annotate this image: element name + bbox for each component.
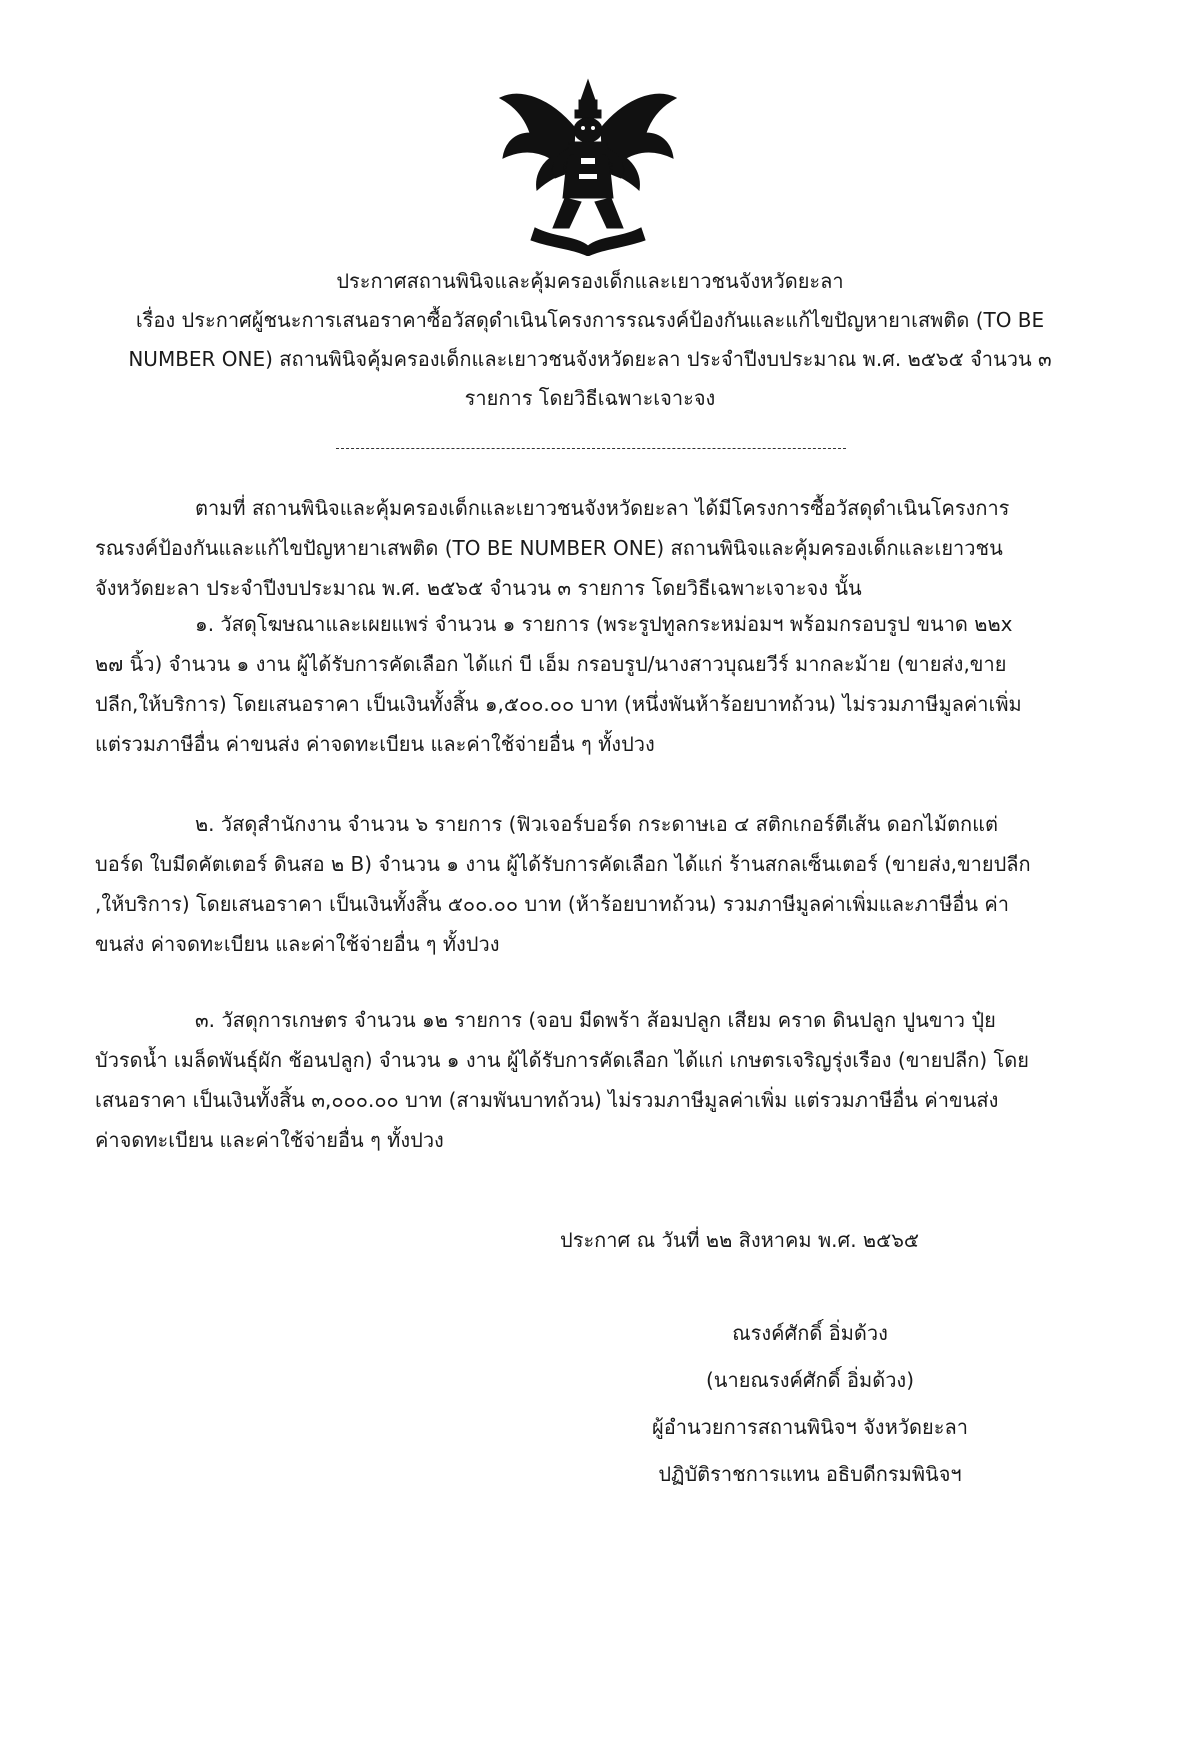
item-2-line: ขนส่ง ค่าจดทะเบียน และค่าใช้จ่ายอื่น ๆ ทั้งปวง [95,932,500,956]
garuda-emblem-icon [495,78,681,256]
signature-block [600,1310,1020,1498]
header-line-4: รายการ โดยวิธีเฉพาะเจาะจง [464,386,716,410]
item-1-line: ๑. วัสดุโฆษณาและเผยแพร่ จำนวน ๑ รายการ (พระรูปทูลกระหม่อมฯ พร้อมกรอบรูป ขนาด ๒๒x [195,612,1013,636]
signature-position: ผู้อำนวยการสถานพินิจฯ จังหวัดยะลา [652,1415,968,1439]
item-3-line: บัวรดน้ำ เมล็ดพันธุ์ผัก ช้อนปลูก) จำนวน ๑ งาน ผู้ได้รับการคัดเลือก ได้แก่ เกษตรเจริญรุ่งเรือง (ขายปลีก) โดย [95,1048,1030,1072]
announcement-header [90,262,1090,418]
item-1-line: ๒๗ นิ้ว) จำนวน ๑ งาน ผู้ได้รับการคัดเลือก ได้แก่ บี เอ็ม กรอบรูป/นางสาวบุณยวีร์ มากละม้าย (ขายส่ง,ขาย [95,652,1007,676]
item-1-line: แต่รวมภาษีอื่น ค่าขนส่ง ค่าจดทะเบียน และค่าใช้จ่ายอื่น ๆ ทั้งปวง [95,732,655,756]
item-1-paragraph [95,604,1060,764]
header-line-1: ประกาศสถานพินิจและคุ้มครองเด็กและเยาวชนจังหวัดยะลา [336,269,844,293]
signature-full-name: (นายณรงค์ศักดิ์ อิ่มด้วง) [706,1368,914,1392]
item-3-paragraph [95,1000,1060,1160]
header-line-2: เรื่อง ประกาศผู้ชนะการเสนอราคาซื้อวัสดุดำเนินโครงการรณรงค์ป้องกันและแก้ไขปัญหายาเสพติด (TO BE [135,308,1045,332]
item-3-line: ค่าจดทะเบียน และค่าใช้จ่ายอื่น ๆ ทั้งปวง [95,1128,444,1152]
item-2-line: ,ให้บริการ) โดยเสนอราคา เป็นเงินทั้งสิ้น ๕๐๐.๐๐ บาท (ห้าร้อยบาทถ้วน) รวมภาษีมูลค่าเพิ่มและภาษีอื่น ค่า [95,892,1010,916]
item-3-line: เสนอราคา เป็นเงินทั้งสิ้น ๓,๐๐๐.๐๐ บาท (สามพันบาทถ้วน) ไม่รวมภาษีมูลค่าเพิ่ม แต่รวมภาษีอื่น ค่าขนส่ง [95,1088,999,1112]
item-2-line: บอร์ด ใบมีดคัตเตอร์ ดินสอ ๒ B) จำนวน ๑ งาน ผู้ได้รับการคัดเลือก ได้แก่ ร้านสกลเซ็นเตอร์ (ขายส่ง,ขายปลีก [95,852,1031,876]
header-divider [336,448,846,449]
intro-line: รณรงค์ป้องกันและแก้ไขปัญหายาเสพติด (TO BE NUMBER ONE) สถานพินิจและคุ้มครองเด็กและเยาวชน [95,536,1003,560]
signature-acting: ปฏิบัติราชการแทน อธิบดีกรมพินิจฯ [658,1462,962,1486]
intro-paragraph [95,488,1060,608]
item-1-line: ปลีก,ให้บริการ) โดยเสนอราคา เป็นเงินทั้งสิ้น ๑,๕๐๐.๐๐ บาท (หนึ่งพันห้าร้อยบาทถ้วน) ไม่รวมภาษีมูลค่าเพิ่ม [95,692,1022,716]
announcement-date: ประกาศ ณ วันที่ ๒๒ สิงหาคม พ.ศ. ๒๕๖๕ [560,1228,920,1252]
item-3-line: ๓. วัสดุการเกษตร จำนวน ๑๒ รายการ (จอบ มีดพร้า ส้อมปลูก เสียม คราด ดินปลูก ปูนขาว ปุ๋ย [195,1008,996,1032]
intro-line: จังหวัดยะลา ประจำปีงบประมาณ พ.ศ. ๒๕๖๕ จำนวน ๓ รายการ โดยวิธีเฉพาะเจาะจง นั้น [95,576,862,600]
header-line-3: NUMBER ONE) สถานพินิจคุ้มครองเด็กและเยาวชนจังหวัดยะลา ประจำปีงบประมาณ พ.ศ. ๒๕๖๕ จำนวน ๓ [128,347,1052,371]
item-2-paragraph [95,804,1060,964]
signature-signed-name: ณรงค์ศักดิ์ อิ่มด้วง [732,1321,888,1345]
intro-line: ตามที่ สถานพินิจและคุ้มครองเด็กและเยาวชนจังหวัดยะลา ได้มีโครงการซื้อวัสดุดำเนินโครงการ [195,496,1010,520]
item-2-line: ๒. วัสดุสำนักงาน จำนวน ๖ รายการ (ฟิวเจอร์บอร์ด กระดาษเอ ๔ สติกเกอร์ตีเส้น ดอกไม้ตกแต่ [195,812,999,836]
